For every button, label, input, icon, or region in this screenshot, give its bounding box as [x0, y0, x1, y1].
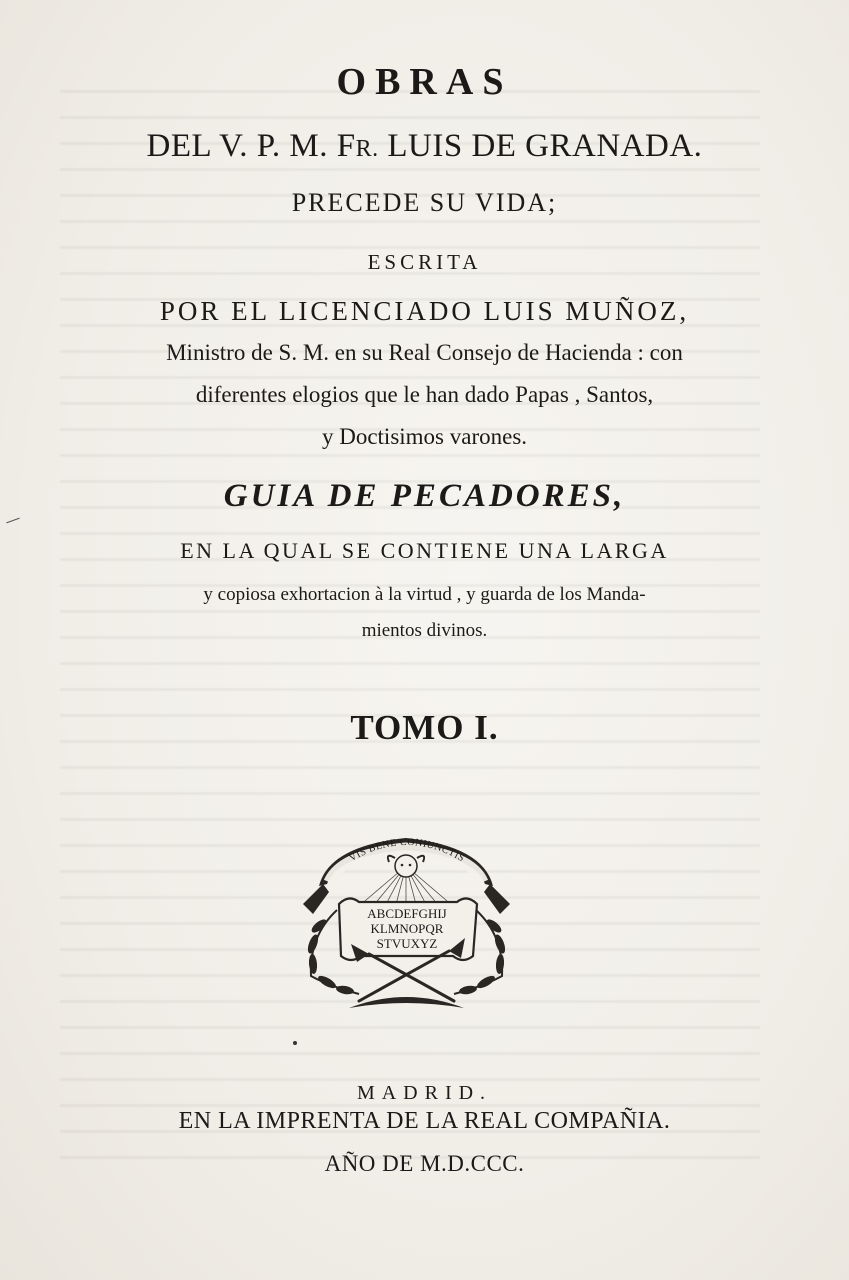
work-description-2: y copiosa exhortacion à la virtud , y guarda de los Manda-: [203, 584, 646, 605]
imprint-printer: EN LA IMPRENTA DE LA REAL COMPAÑIA.: [178, 1108, 671, 1134]
subtitle-escrita: ESCRITA: [367, 250, 482, 274]
biographer-role: Ministro de S. M. en su Real Consejo de Hacienda : con: [166, 340, 683, 365]
imprint-year: AÑO DE M.D.CCC.: [324, 1151, 525, 1176]
author-line-smallcaps: R.: [355, 136, 379, 162]
author-line-part1: DEL V. P. M. F: [146, 128, 356, 164]
alphabet-line-1: ABCDEFGHIJ: [367, 906, 447, 921]
margin-mark: [6, 518, 19, 524]
biographer-line: POR EL LICENCIADO LUIS MUÑOZ,: [159, 296, 690, 326]
ink-dot: [293, 1041, 297, 1045]
eulogies-line: diferentes elogios que le han dado Papas , Santos,: [195, 382, 654, 407]
imprint-city: MADRID.: [356, 1082, 493, 1104]
volume-number: TOMO I.: [350, 708, 499, 747]
alphabet-line-3: STVUXYZ: [376, 936, 438, 951]
work-description: EN LA QUAL SE CONTIENE UNA LARGA: [180, 538, 669, 563]
motto-text: VIS BENE CONIUNCTIS: [347, 836, 467, 865]
eulogies-line-2: y Doctisimos varones.: [321, 424, 528, 449]
author-line-part2: LUIS DE GRANADA.: [378, 128, 703, 164]
alphabet-line-2: KLMNOPQR: [370, 921, 444, 936]
author-line: [0, 128, 849, 165]
work-title: GUIA DE PECADORES,: [223, 478, 626, 514]
printers-device-vignette: [289, 826, 524, 1016]
work-description-3: mientos divinos.: [361, 620, 488, 641]
subtitle-precede: PRECEDE SU VIDA;: [291, 188, 558, 217]
heading-obras: OBRAS: [336, 61, 513, 103]
